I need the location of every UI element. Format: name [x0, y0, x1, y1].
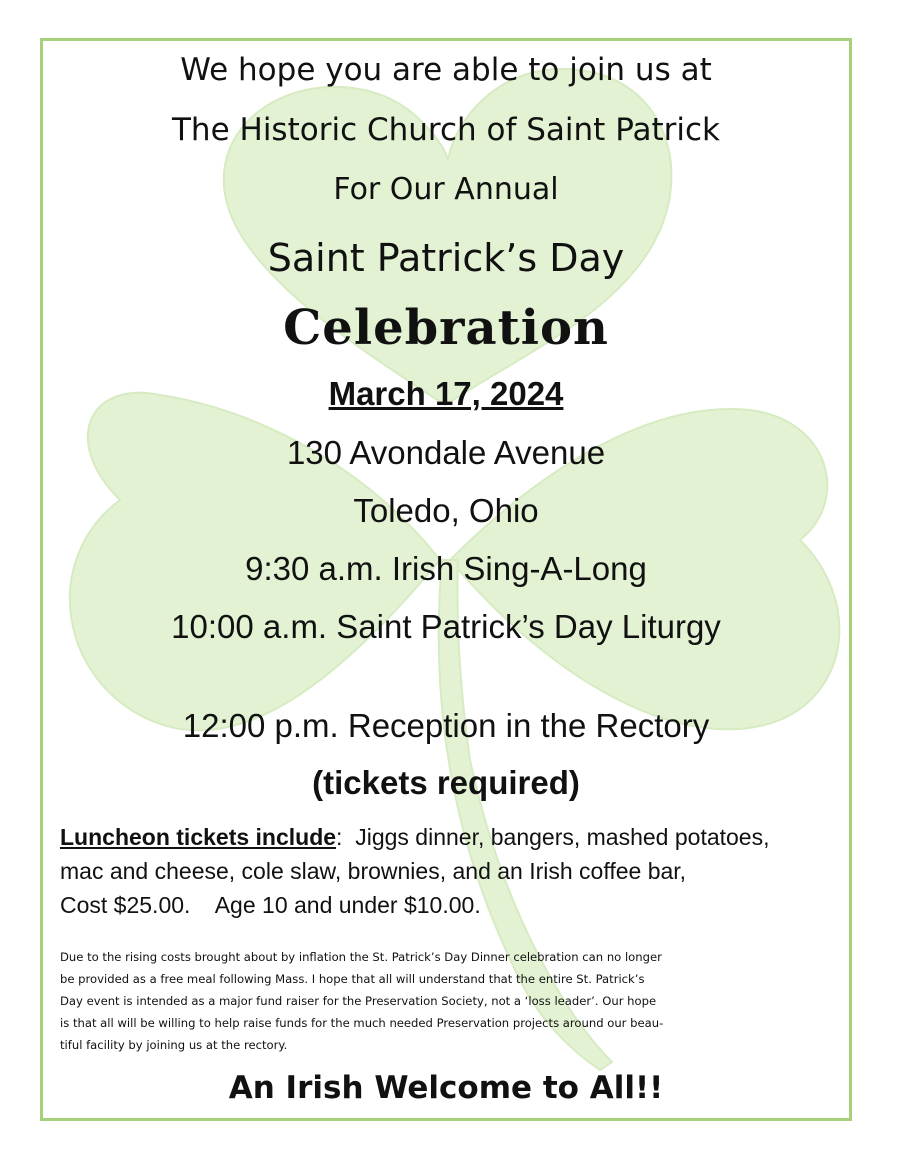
- address-city: Toledo, Ohio: [353, 492, 539, 529]
- event-title-celebration: Celebration: [283, 300, 609, 356]
- invite-line: We hope you are able to join us at: [180, 52, 712, 88]
- event-date: March 17, 2024: [328, 375, 564, 412]
- invite-subline: For Our Annual: [333, 172, 559, 207]
- luncheon-colon: :: [336, 824, 343, 850]
- church-name: The Historic Church of Saint Patrick: [172, 112, 720, 148]
- luncheon-line-1: [60, 820, 850, 854]
- schedule-liturgy: 10:00 a.m. Saint Patrick’s Day Liturgy: [171, 608, 721, 645]
- luncheon-menu-1: Jiggs dinner, bangers, mashed potatoes,: [342, 824, 770, 850]
- inflation-note: [60, 946, 840, 1056]
- luncheon-label: Luncheon tickets include: [60, 824, 337, 850]
- luncheon-menu-2: mac and cheese, cole slaw, brownies, and an Irish coffee bar,: [60, 858, 687, 884]
- closing-welcome: An Irish Welcome to All!!: [228, 1070, 664, 1106]
- address-street: 130 Avondale Avenue: [286, 434, 606, 471]
- schedule-reception: 12:00 p.m. Reception in the Rectory: [182, 707, 710, 744]
- event-title: Saint Patrick’s Day: [267, 236, 625, 280]
- tickets-required: (tickets required): [312, 764, 580, 801]
- luncheon-info: [60, 820, 850, 922]
- note-line: is that all will be willing to help raise funds for the much needed Preservation projects around our beau-: [60, 1016, 664, 1030]
- note-line: tiful facility by joining us at the rectory.: [60, 1038, 288, 1052]
- note-line: Day event is intended as a major fund raiser for the Preservation Society, not a ‘loss leader’. Our hope: [60, 994, 657, 1008]
- note-line: Due to the rising costs brought about by inflation the St. Patrick’s Day Dinner celebration can no longer: [60, 950, 662, 964]
- schedule-sing-along: 9:30 a.m. Irish Sing-A-Long: [245, 550, 647, 587]
- note-line: be provided as a free meal following Mass. I hope that all will understand that the entire St. Patrick’s: [60, 972, 645, 986]
- luncheon-cost: Cost $25.00. Age 10 and under $10.00.: [60, 892, 481, 918]
